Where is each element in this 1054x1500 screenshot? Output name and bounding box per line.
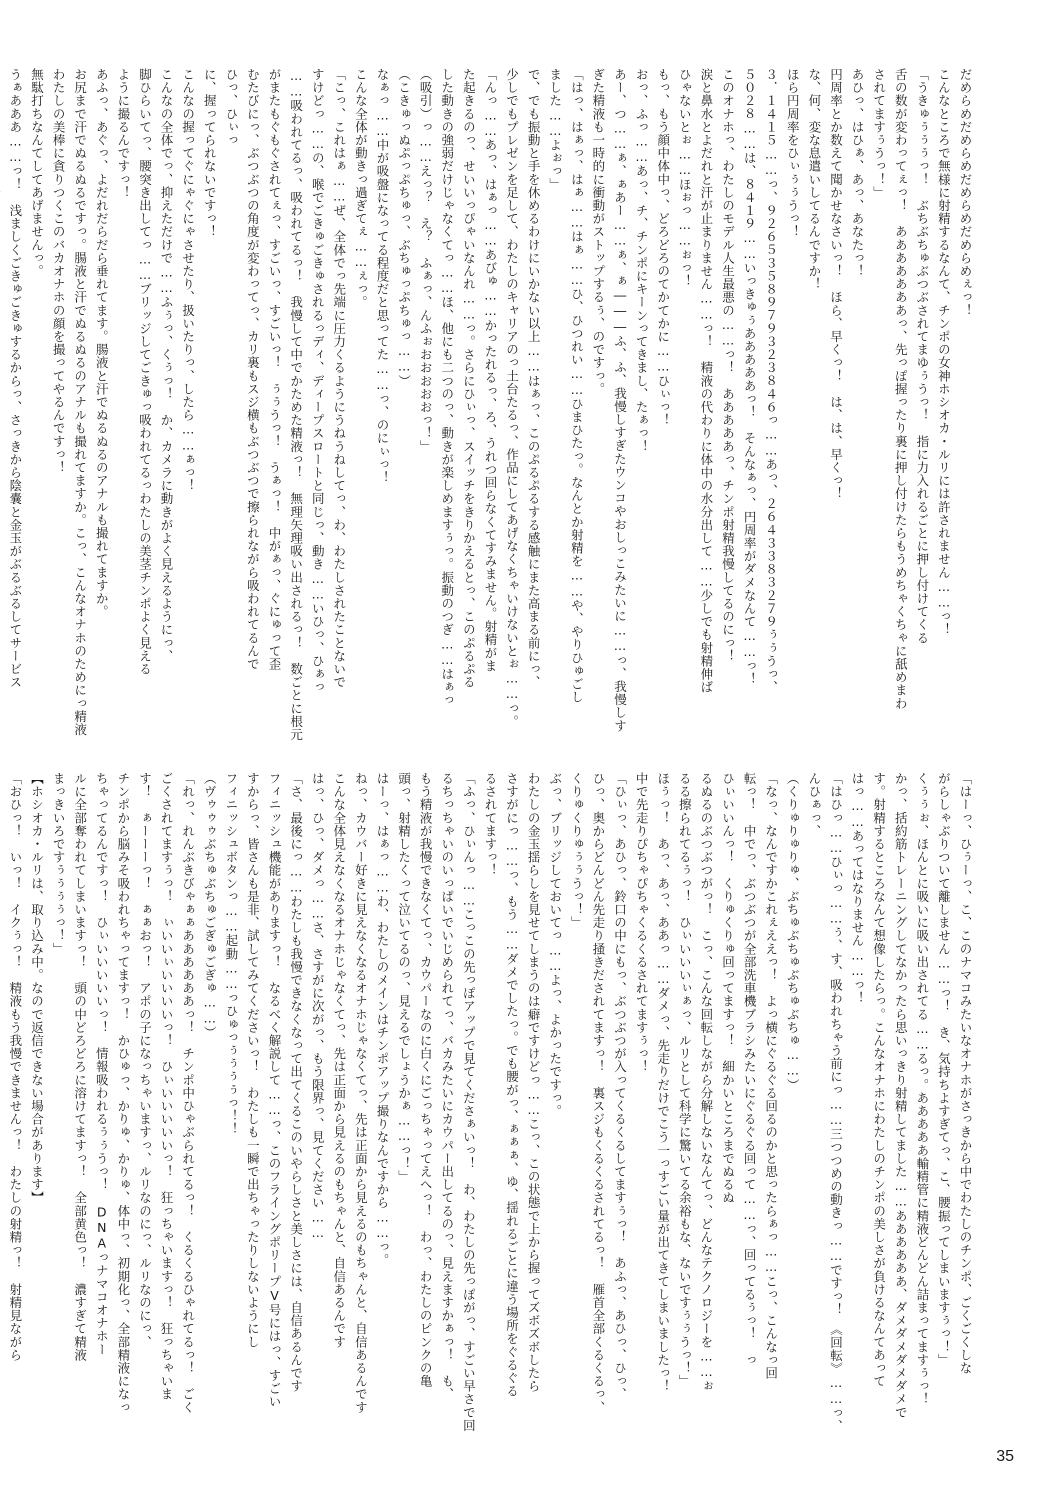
text-column: 「はーっ、ひぅーっ、こ、このナマコみたいなオナホがさっきから中でわたしのチンポ、ごくごくしな: [958, 772, 973, 1375]
text-column: 「れっ、れんぶきびゃぁぁああああああっ！ チンポ中ひゃぶられてるっ！ くるくるひゃれてるっ！ ごく: [180, 772, 196, 1414]
text-column: わたしの金玉揺らしを見せてしまうのは癖ですけどっ……こっ、この状態で上から握ってズボズボしたら: [526, 772, 542, 1393]
text-column: す。射精するところなんて想像したらっ。こんなオナホにわたしのチンポの美しさが負けるなんてあって: [871, 772, 887, 1388]
text-column: がらしゃぶりついて離しません……っ！ き、気持ちよすぎてっ、こ、腰振ってしまいますぅっ！」: [936, 772, 952, 1367]
text-column: 「はひっ……ひぃっ……ぅ、す、吸われちゃう前にっ……三つつめの動きっ……ですっ！ 《回転》……っ、: [828, 772, 844, 1433]
text-column: お尻まで汗でぬるぬるですっ。腸液と汗でぬるぬるのアナルも撮れてますか。こっ、こんなオナホのためにっ精液: [72, 68, 88, 737]
text-column: 円周率とか数えて聞かせなさいっ！ ほら、早くっ！ は、は、早くっ！: [828, 68, 844, 501]
text-column: チンポから脳みそ吸われちゃってますっ！ かひゅっ、かりゅ、かりゅ、体中っ、初期化っ、全部精液になっ: [115, 772, 131, 1414]
text-column: 中で先走りぴちゃぴちゃくるくるされてますぅっ！: [634, 772, 650, 1074]
text-column: 「んっ……あっ、はぁっ……あびゅ……かったれるっ、ろ、うれつ回らなくてすみません。射精がま: [482, 68, 498, 673]
text-column: （ヴゥゥゥぶちゅぶちゅごぎゅごぎゅ……）: [202, 772, 218, 1039]
text-column: 舌の数が変わってぇっ！ あああああああっ、先っぽ握ったり裏に押し付けたらもうめちゃくちゃに舐めまわ: [893, 68, 909, 710]
text-column: うぁあああ……っ！ 浅ましくごきゅごきゅするからっ、さっきから陰嚢と金玉がぶるぶるしてサービス: [7, 68, 23, 689]
text-column: ひっ、ひぃっ: [223, 68, 239, 147]
text-column: さすがにっ……っ、もう……ダメでしたっ。でも腰がっ、ぁぁぁ、ゆ、揺れるごとに違う場所をぐるぐる: [504, 772, 520, 1398]
text-column: ぶっ、ブリッジしておいてっ……よっ、よかったですっ。: [547, 772, 563, 1118]
lower-text-block: [7, 772, 976, 1433]
text-column: ほら円周率をひぃぅぅうっ！: [785, 68, 801, 239]
text-column: すからっ、皆さんも是非、試してみてくださいっ！ わたしも一瞬で出ちゃったりしないようにし: [245, 772, 261, 1349]
text-column: くりゅくりゅぅぅうっ！」: [569, 772, 585, 930]
text-column: 「ひぃっ、あひっ、鈴口の中にもっ、ぶつぶつが入ってくるくるしてますぅっ！ あふっ、あひっ、ひっ、: [612, 772, 628, 1401]
text-column: るる擦られてるぅっ！ ひぃいいいぃぁっ、ルリとして科学に驚いてる余裕もな、ないですぅぅうっ！」: [677, 772, 693, 1388]
text-column: はっ……あってはなりません……っ！: [850, 772, 866, 1005]
text-column: （くりゅりゅりゅ、ぶちゅぶちゅぶちゅぶちゅ……）: [785, 772, 801, 1092]
text-column: はっ、ひっ、ダメっ……さ、さすがに次がっ、もう限界っ、見てください……: [310, 772, 326, 1241]
text-column: ました……よぉっ」: [547, 68, 563, 191]
text-column: フィニッシュ機能がありますっ！ なるべく解説して……っ、このフライングポリープV号にはっ、すごい: [267, 772, 282, 1409]
text-column: ひぃいいんっ！ くりゅくりゅ回ってますっ！ 細かいところまでぬるぬ: [720, 772, 736, 1205]
text-column: まっきいろですぅぅぅぅっ！」: [51, 772, 67, 956]
text-column: んひぁっ、: [806, 772, 822, 838]
text-column: わたしの美棒に貪りつくこのバカオナホの顔を撮ってやるんですっ！: [51, 68, 67, 475]
text-column: 「はっ、はぁっ、はぁ……はぁ……ひ、ひつれい……ひまひたっ。なんとか射精を……や、やりひゅごし: [569, 68, 585, 704]
text-column: されてますぅうっ！」: [871, 68, 887, 199]
text-column: した動きの強弱だけじゃなくてっ……ほ、他にも二つのっ、動きが楽しめますぅっ。振動のつぎ……はぁっ: [439, 68, 455, 707]
text-column: フィニッシュボタンっ……起動……っひゅっぅぅぅぅっ！！: [223, 772, 239, 1136]
text-column: [0, 68, 4, 758]
text-column: 「ふっ、ひぃんっ……こっこの先っぽアップで見てくださぁいっ！ わ、わたしの先っぽがっ、すごい早さで回: [461, 772, 477, 1432]
text-column: ほぅっ！ あっ、あっ、ああっ……ダメっ、先走りだけでこう一っすごい量が出てきてしまいましたっ！: [655, 772, 671, 1393]
text-column: 【ホシオカ・ルリは、取り込み中。なので返信できない場合があります】: [29, 772, 45, 1205]
text-column: あふっ、あぐっ、よだれだらだら垂れてます。腸液と汗でぬるぬるのアナルも撮れてますか。: [94, 68, 110, 619]
text-column: で、でも振動と手を休めるわけにいかない以上……はぁっ、このぷるぷるする感触にまた高まる前にっ、: [526, 68, 542, 689]
text-column: ねっ、カウバー好きに見えなくなるオナホじゃなくてっ、先は正面から見えるのもちゃんと、自信あるんです: [353, 772, 369, 1414]
text-column: こんなの全体でっ、抑えただけで……ふぅっ、くぅっ！ か、カメラに動きがよく見えるようにっ、: [159, 68, 175, 663]
text-column: こんなの握ってぐにゃぐにゃさせたり、扱いたりっ、したら……ぁっ！: [180, 68, 196, 493]
text-column: す！ ぁーーーっ！ ぁぁおっ！ アポの子になっちゃいますっ、ルリなのにっ、ルリなのにっ、: [137, 772, 153, 1349]
text-column: た起きるのっ、せいいっぴゃいなんれ……っ。さらにひぃっ、スイッチをきりかえるとっ、このぷるぷる: [461, 68, 477, 689]
text-column: あひっ、はひぁ、あっ、あなたっ！: [850, 68, 866, 278]
text-column: （こきゅっぬぷっぷちゅっ、ぶちゅっぷちゅっ……）: [396, 68, 412, 388]
text-column: るぬるのぶつぶつがっ！ こっ、こんな回転しながら分解しないなんてっ、どんなテクノロジーを……ぉ: [698, 772, 714, 1393]
text-column: おっ、ふっ……あっ、チ、チンポにキーンってきまし、たぁっ！: [634, 68, 650, 453]
text-column: 「こっ、これはぁ……ぜ、全体でっ先端に圧力くるようにうねうねしてっ、わ、わたしされたことないで: [331, 68, 347, 689]
text-column: ぎた精液も一時的に衝動がストップするぅ、のですっ。: [590, 68, 606, 396]
text-column: に、握ってられないですっ！: [202, 68, 218, 239]
text-column: もう精液が我慢できなくてっ、カウパーなのに白くにごっちゃってえへっ！ わっ、わたしのピンクの亀: [418, 772, 434, 1388]
text-column: こんな全体見えなくなるオナホじゃなくてっ、先は正面から見えるのもちゃんと、自信あるんです: [331, 772, 347, 1349]
text-column: 「なっ、なんですかこれぇええっ！ よっ横にぐるぐる回るのかと思ったらぁっ……こっ、こんなっ回: [763, 772, 779, 1380]
text-column: むたびにっ、ぶつぶつの角度が変わってっ、カリ裏もスジ横もぶつぶつで擦られながら吸われてるんで: [245, 68, 261, 671]
text-column: ちゃってるんですっ！ ひぃいいいいいっ！ 情報吸われるぅぅうっ！ DNAっナマコオナホー: [94, 772, 110, 1356]
text-column: もっ、もう顔中体中っ、どろどろのてかてかに……ひぃっ！: [655, 68, 671, 427]
text-column: 無駄打ちなんてしてあげませんっ。: [29, 68, 45, 278]
text-column: ごくされてますぅっ！ ぃいいぃいいいいっ！ ひぃいいいいいっ！ 狂っちゃいますっ！ 狂っちゃいま: [159, 772, 175, 1401]
text-column: あー、つ……ぁ、ぁあー……ぁ、ぁ―――ふ、ふ、我慢しすぎたウンコやおしっこみたいに……っ、我慢しす: [612, 68, 628, 733]
text-column: こんなところで無様に射精するなんて、チンポの女神ホシオカ・ルリには許されません……っ！: [936, 68, 952, 637]
text-column: な、何、変な息遣いしてるんですか！: [806, 68, 822, 291]
text-column: （吸引）っ……えっ？ え？ ふぁっ、んふぉおおおおおっ！」: [418, 68, 434, 453]
text-column: るちっちゃいのいっぱいでいじめられてっ、バカみたいにカウパー出してるのっ、見えますかぁっ！ も、: [439, 772, 455, 1401]
text-column: ……吸われてるっ、吸われてるっ！ 我慢して中でかためた精液っ！ 無理矢理吸い出されるっ！ 数ごとに根元: [288, 68, 304, 742]
page-number: 35: [996, 1448, 1014, 1465]
text-column: 脚ひらいてっ、腰突き出してっ……ブリッジしてごきゅっ吸われてるっわたしの美茎チンポよく見える: [137, 68, 153, 676]
text-column: こんな全体が動きっ過ぎてぇ……ぇっ。: [353, 68, 369, 309]
text-column: ひゃないとぉ……ほぉっ……ぉっ！: [677, 68, 693, 288]
text-column: 「うきゅぅぅぅっ！ ぶちぶちゅぶつぶされてまゆぅうっ！ 指に力入れるごとに押し付けてくる: [914, 68, 930, 645]
text-column: 涙と鼻水とよだれと汗が止まりません……っ！ 精液の代わりに体中の水分出して……少しでも射精伸ば: [698, 68, 714, 694]
text-column: ５０２８……は、８４１９……いっきゅぅあああああっ！ そんなぁっ、円周率がダメなんて……っ！: [742, 68, 758, 686]
text-column: 少しでもプレゼンを足して、わたしのキャリアのっ土台たるっ、作品にしてあげなくちゃいけないとぉ……っ。: [504, 68, 520, 728]
text-column: [0, 772, 4, 1427]
text-column: ように撮るんですっ！: [115, 68, 131, 199]
text-column: すけどっ……の、喉でごきゅごきゅされるっディ、ディープスロートと同じっ、動き……いひっ、ひぁっ: [310, 68, 326, 694]
text-column: 「おひっ！ いっ！ イクぅっ！ 精液もう我慢できませんっ！ わたしの射精っ！ 射精見ながら: [7, 772, 23, 1362]
text-column: るされてますっ！: [482, 772, 498, 877]
text-column: かっ、括約筋トレーニングしてなかったら思いっきり射精してました……ああああああ、ダメダメダメダメで: [893, 772, 909, 1419]
upper-text-block: [7, 68, 976, 758]
text-column: このオナホっ、わたしのモデル人生最悪の……っ！ あああああっ、チンポ射精我慢してるのにっ！: [720, 68, 736, 663]
text-column: がまたもぐもぐされてぇっ、すごいっ、すごいっ！ ぅぅうっ！ うぁっ！ 中がぁっ、ぐにゅって歪: [267, 68, 282, 671]
text-column: はーっ、はぁっ……わ、わたしのメインはチンポアップ撮りなんですから……っ。: [374, 772, 390, 1267]
text-column: ３．１４１５……っ、９２６５３５８９７９３２３８４６っ……あっ、２６４３３８３２７９ぅぅうっ、: [763, 68, 779, 694]
text-column: 転っ！ 中でっ、ぶつぶつが全部洗車機ブラシみたいにぐるぐる回って……っ、回ってるぅっ！ っ: [742, 772, 758, 1367]
text-column: くぅぅぉ、ほんとに吸いに吸い出されてる……るっ。あああああ輸精管に精液どんどん詰まってますぅっ！: [914, 772, 930, 1406]
text-column: だめらめだめらめだめらめだめらめぇっ！: [958, 68, 973, 317]
text-column: 頭っ、射精したくって泣いてるのっ、見えるでしょうかぁ……っ！」: [396, 772, 412, 1184]
text-column: ひっ、奥からどんどん先走り掻きだされてますっ！ 裏スジもくるくるされてるっ！ 雁首全部くるくるっ、: [590, 772, 606, 1414]
text-column: 「さ、最後にっ……わたしも我慢できなくなって出てくるこのいやらしさと美しさには、自信あるんです: [288, 772, 304, 1393]
text-column: なぁっ……中が吸盤になってる程度だと思ってた……っ、のにぃっ！: [374, 68, 390, 485]
text-column: ルに全部奪われてしまいますっ！ 頭の中どろどろに溶けてますっ！ 全部黄色っ！ 濃すぎて精液: [72, 772, 88, 1362]
